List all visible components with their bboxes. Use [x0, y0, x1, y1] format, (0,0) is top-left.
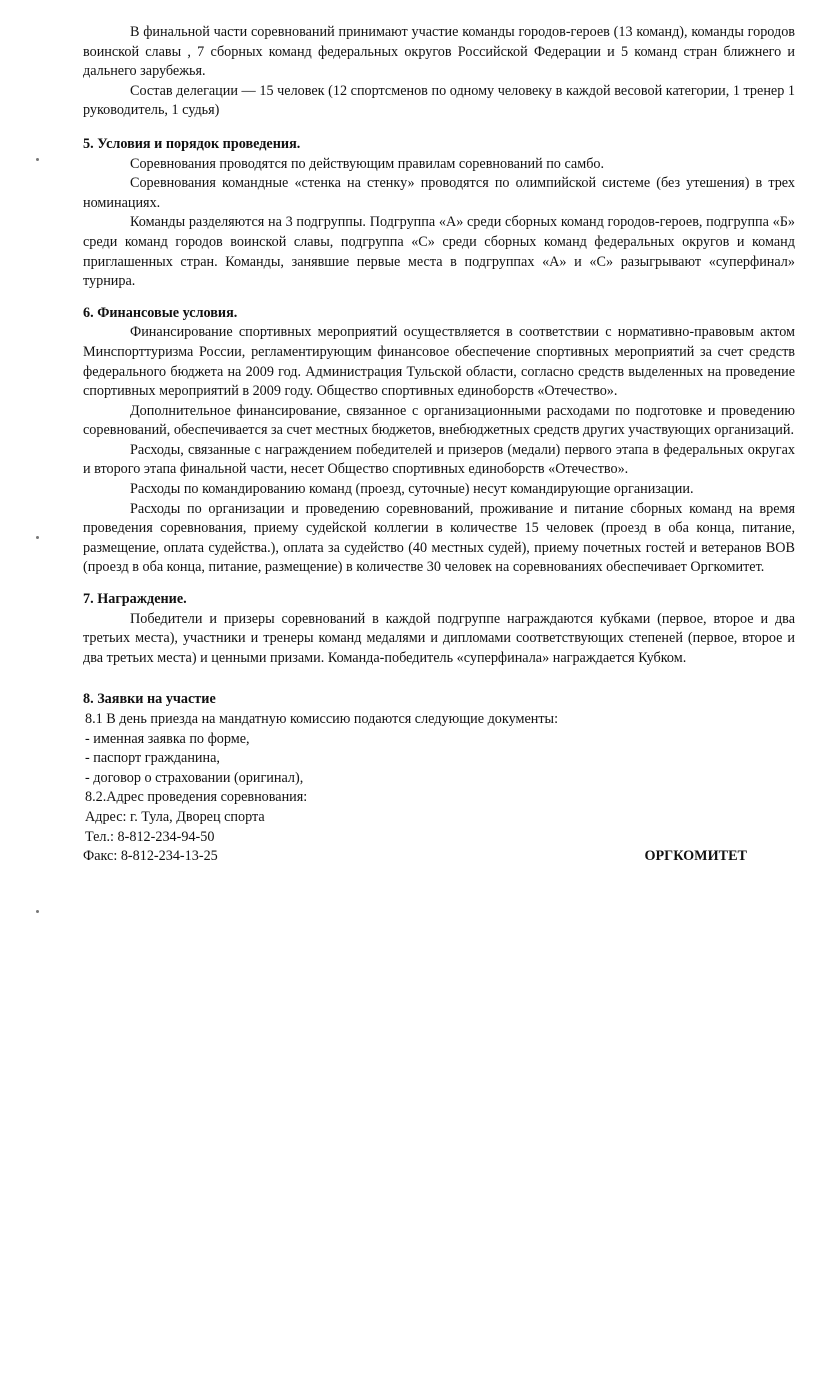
- section-heading: 8. Заявки на участие: [83, 691, 216, 708]
- application-line: 8.2.Адрес проведения соревнования:: [85, 789, 308, 806]
- document-page: [83, 23, 795, 867]
- section-conditions: [83, 135, 795, 292]
- application-line: - договор о страховании (оригинал),: [85, 769, 304, 786]
- section-paragraph: Расходы, связанные с награждением победителей и призеров (медали) первого этапа в федеральных округах и второго этапа финальной части, несет Общество спортивных единоборств «Отечество».: [83, 441, 795, 478]
- section-awards: [83, 590, 795, 668]
- section-paragraph: Финансирование спортивных мероприятий осуществляется в соответствии с нормативно-правовым актом Минспорттуризма России, регламентирующим финансовое обеспечение спортивных мероприятий за счет средств федерального бюджета на 2009 год. Администрация Тульской области, согласно средств выделенных на проведение спортивных мероприятий в 2009 году. Общество спортивных единоборств «Отечество».: [83, 324, 795, 400]
- intro-section: [83, 23, 795, 121]
- section-paragraph: Команды разделяются на 3 подгруппы. Подгруппа «А» среди сборных команд городов-героев, подгруппа «Б» среди команд городов воинской славы, подгруппа «С» среди сборных команд федеральных округов и команд приглашенных стран. Команды, занявшие первые места в подгруппах «А» и «С» разыгрывают «суперфинал» турнира.: [83, 214, 795, 290]
- application-line: 8.1 В день приезда на мандатную комиссию подаются следующие документы:: [85, 711, 559, 727]
- scan-mark: [36, 158, 39, 161]
- fax-signature-row: [83, 847, 795, 867]
- phone-line: Тел.: 8-812-234-94-50: [85, 828, 215, 845]
- section-heading: 5. Условия и порядок проведения.: [83, 135, 301, 152]
- address-line: Адрес: г. Тула, Дворец спорта: [85, 808, 265, 825]
- section-heading: 6. Финансовые условия.: [83, 304, 238, 321]
- section-applications: [83, 690, 795, 866]
- section-paragraph: Соревнования командные «стенка на стенку» проводятся по олимпийской системе (без утешения) в трех номинациях.: [83, 175, 795, 211]
- section-paragraph: Дополнительное финансирование, связанное с организационными расходами по подготовке и проведению соревнований, обеспечивается за счет местных бюджетов, внебюджетных средств других участвующих организаций.: [83, 402, 795, 439]
- section-heading: 7. Награждение.: [83, 591, 187, 608]
- scan-mark: [36, 536, 39, 539]
- section-paragraph: Соревнования проводятся по действующим правилам соревнований по самбо.: [130, 155, 605, 172]
- section-finance: [83, 304, 795, 578]
- intro-paragraph: В финальной части соревнований принимают участие команды городов-героев (13 команд), команды городов воинской славы , 7 сборных команд федеральных округов Российской Федерации и 5 команд стран ближнего и дальнего зарубежья.: [83, 24, 795, 80]
- section-paragraph: Расходы по организации и проведению соревнований, проживание и питание сборных команд на время проведения соревнования, приему судейской коллегии в количестве 15 человек (проезд в оба конца, питание, размещение, оплата судейства.), оплата за судейство (40 местных судей), приему почетных гостей и ветеранов ВОВ (проезд в оба конца, питание, размещение) в количестве 30 человек на соревнованиях обеспечивает Оргкомитет.: [83, 500, 795, 576]
- application-line: - именная заявка по форме,: [85, 730, 250, 747]
- application-line: - паспорт гражданина,: [85, 750, 220, 767]
- intro-paragraph: Состав делегации — 15 человек (12 спортсменов по одному человеку в каждой весовой категории, 1 тренер 1 руководитель, 1 судья): [83, 82, 795, 119]
- signature-organizing-committee: ОРГКОМИТЕТ: [644, 848, 747, 865]
- section-paragraph: Расходы по командированию команд (проезд, суточные) несут командирующие организации.: [130, 481, 694, 498]
- fax-line: Факс: 8-812-234-13-25: [83, 848, 218, 865]
- section-paragraph: Победители и призеры соревнований в каждой подгруппе награждаются кубками (первое, второе и два третьих места), участники и тренеры команд медалями и дипломами соответствующих степеней (первое, второе и два третьих места) и ценными призами. Команда-победитель «суперфинала» награждается Кубком.: [83, 610, 795, 666]
- scan-mark: [36, 910, 39, 913]
